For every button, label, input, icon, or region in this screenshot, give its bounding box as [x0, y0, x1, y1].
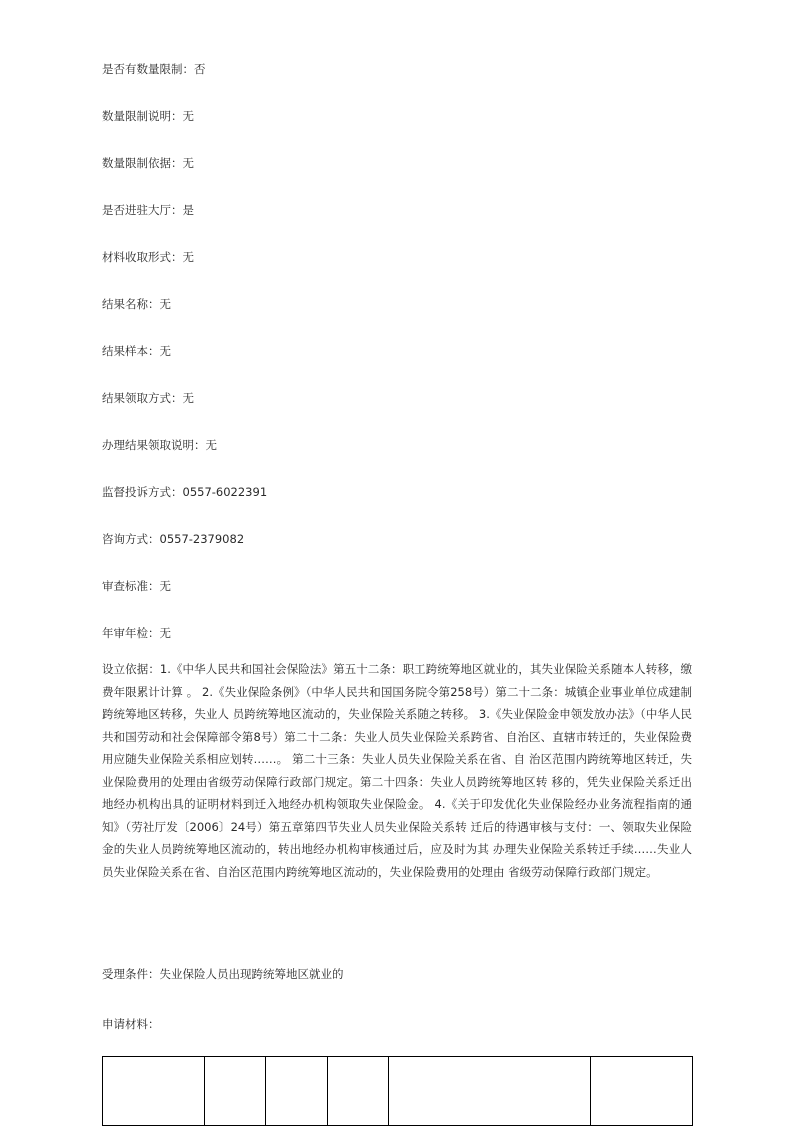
field-label: 办理结果领取说明： [102, 438, 206, 452]
quantity-limit-desc-field [102, 108, 194, 124]
field-value: 无 [159, 626, 171, 640]
quantity-limit-field [102, 61, 206, 77]
field-value: 无 [159, 344, 171, 358]
table-cell [591, 1057, 693, 1126]
result-pickup-field [102, 390, 194, 406]
field-label: 年审年检： [102, 626, 160, 640]
field-label: 结果名称： [102, 297, 160, 311]
field-label: 受理条件： [102, 967, 160, 981]
field-value: 无 [159, 297, 171, 311]
field-label: 是否进驻大厅： [102, 203, 183, 217]
legal-basis-paragraph [102, 658, 692, 883]
materials-table [102, 1056, 693, 1126]
table-cell [205, 1057, 266, 1126]
table-cell [328, 1057, 389, 1126]
annual-review-field [102, 625, 171, 641]
application-materials-field [102, 1016, 160, 1032]
field-value: 无 [182, 109, 194, 123]
table-cell [103, 1057, 205, 1126]
field-label: 申请材料： [102, 1017, 160, 1031]
complaint-contact-field [102, 484, 267, 500]
acceptance-condition-field [102, 966, 344, 982]
field-value: 是 [182, 203, 194, 217]
review-standard-field [102, 578, 171, 594]
field-value: 无 [182, 391, 194, 405]
field-label: 数量限制依据： [102, 156, 183, 170]
field-label: 是否有数量限制： [102, 62, 194, 76]
field-label: 数量限制说明： [102, 109, 183, 123]
quantity-limit-basis-field [102, 155, 194, 171]
field-value: 0557-2379082 [159, 532, 245, 546]
field-value: 无 [159, 579, 171, 593]
field-label: 结果样本： [102, 344, 160, 358]
table-row [103, 1057, 693, 1126]
field-value: 无 [205, 438, 217, 452]
field-label: 材料收取形式： [102, 250, 183, 264]
field-value: 0557-6022391 [182, 485, 268, 499]
consult-contact-field [102, 531, 244, 547]
result-pickup-desc-field [102, 437, 217, 453]
field-value: 无 [182, 156, 194, 170]
result-name-field [102, 296, 171, 312]
basis-label: 设立依据： [102, 662, 160, 676]
field-label: 监督投诉方式： [102, 485, 183, 499]
field-value: 失业保险人员出现跨统筹地区就业的 [159, 967, 344, 981]
field-label: 咨询方式： [102, 532, 160, 546]
field-label: 审查标准： [102, 579, 160, 593]
hall-entry-field [102, 202, 194, 218]
material-form-field [102, 249, 194, 265]
result-sample-field [102, 343, 171, 359]
table-cell [389, 1057, 591, 1126]
basis-text: 1.《中华人民共和国社会保险法》第五十二条：职工跨统筹地区就业的，其失业保险关系随本人转移，缴费年限累计计算 。 2.《失业保险条例》（中华人民共和国国务院令第258号）第二十二条：城镇企业事业单位成建制跨统筹地区转移，失业人 员跨统筹地区流动的，失业保险关系随之转移。 3.《失业保险金申领发放办法》（中华人民共和国劳动和社会保障部令第8号）第二十二条：失业人员失业保险关系跨省、自治区、直辖市转迁的，失业保险费用应随失业保险关系相应划转……。 第二十三条：失业人员失业保险关系在省、自 治区范围内跨统筹地区转迁，失业保险费用的处理由省级劳动保障行政部门规定。第二十四条：失业人员跨统筹地区转 移的，凭失业保险关系迁出地经办机构出具的证明材料到迁入地经办机构领取失业保险金。 4.《关于印发优化失业保险经办业务流程指南的通知》（劳社厅发〔2006〕24号）第五章第四节失业人员失业保险关系转 迁后的待遇审核与支付：一、领取失业保险金的失业人员跨统筹地区流动的，转出地经办机构审核通过后，应及时为其 办理失业保险关系转迁手续……失业人员失业保险关系在省、自治区范围内跨统筹地区流动的，失业保险费用的处理由 省级劳动保障行政部门规定。 [102, 662, 693, 879]
table-cell [266, 1057, 328, 1126]
field-value: 无 [182, 250, 194, 264]
field-value: 否 [194, 62, 206, 76]
field-label: 结果领取方式： [102, 391, 183, 405]
